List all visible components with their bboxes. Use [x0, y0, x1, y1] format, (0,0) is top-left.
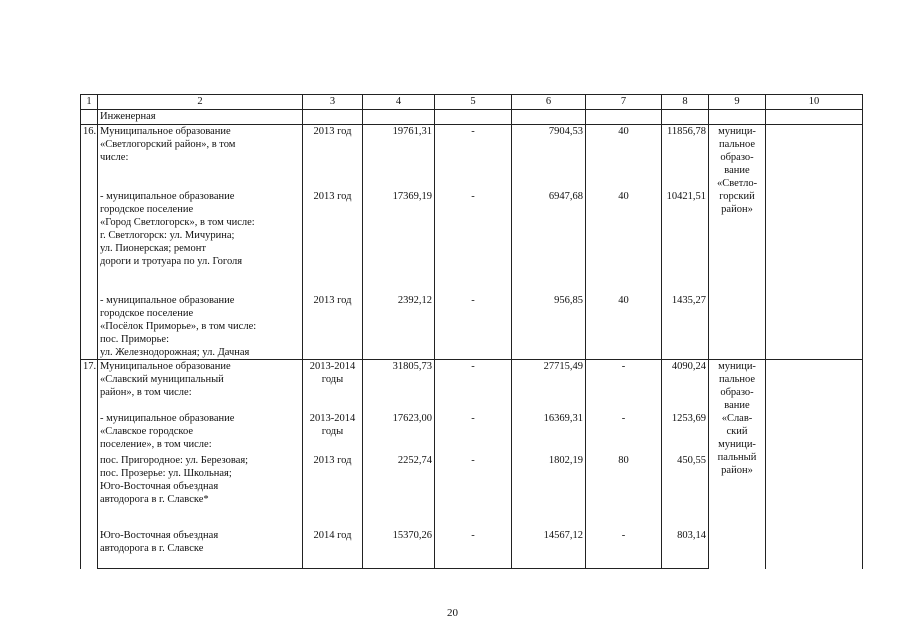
object-name-cell: Муниципальное образование «Славский муниципальный район», в том числе:	[98, 360, 303, 412]
amount-col8-cell: 450,55	[662, 454, 709, 529]
note-cell	[766, 360, 863, 569]
amount-total-cell: 17369,19	[363, 190, 435, 294]
amount-total-cell: 17623,00	[363, 412, 435, 454]
row-number: 16.	[81, 125, 98, 360]
object-name-cell: - муниципальное образование городское поселение «Посёлок Приморье», в том числе: пос. Приморье: ул. Железнодорожная; ул. Дачная	[98, 294, 303, 360]
amount-col6-cell: 14567,12	[512, 529, 586, 569]
amount-col6-cell: 27715,49	[512, 360, 586, 412]
header-cell: 1	[81, 95, 98, 110]
header-cell: 9	[709, 95, 766, 110]
header-cell: 3	[303, 95, 363, 110]
header-cell: 6	[512, 95, 586, 110]
amount-col8-cell: 10421,51	[662, 190, 709, 294]
header-cell: 10	[766, 95, 863, 110]
amount-col5-cell: -	[435, 294, 512, 360]
data-table	[80, 94, 863, 569]
amount-col5-cell: -	[435, 360, 512, 412]
year-cell: 2013 год	[303, 454, 363, 529]
amount-col6-cell: 16369,31	[512, 412, 586, 454]
year-cell: 2013 год	[303, 190, 363, 294]
section-title: Инженерная	[98, 110, 303, 125]
amount-total-cell: 31805,73	[363, 360, 435, 412]
percent-cell: -	[586, 412, 662, 454]
recipient-cell: муници- пальное образо- вание «Светло- горский район»	[709, 125, 766, 360]
amount-total-cell: 19761,31	[363, 125, 435, 190]
recipient-cell: муници- пальное образо- вание «Слав- ский муници- пальный район»	[709, 360, 766, 569]
percent-cell: 40	[586, 190, 662, 294]
percent-cell: -	[586, 529, 662, 569]
amount-total-cell: 15370,26	[363, 529, 435, 569]
year-cell: 2013-2014 годы	[303, 360, 363, 412]
amount-col5-cell: -	[435, 454, 512, 529]
section-row	[81, 110, 863, 125]
amount-col8-cell: 1253,69	[662, 412, 709, 454]
header-row	[81, 95, 863, 110]
percent-cell: -	[586, 360, 662, 412]
header-cell: 7	[586, 95, 662, 110]
year-cell: 2014 год	[303, 529, 363, 569]
amount-col6-cell: 1802,19	[512, 454, 586, 529]
table-row	[81, 360, 863, 412]
note-cell	[766, 125, 863, 360]
object-name-cell: - муниципальное образование городское поселение «Город Светлогорск», в том числе: г. Светлогорск: ул. Мичурина; ул. Пионерская; ремонт дороги и тротуара по ул. Гоголя	[98, 190, 303, 294]
header-cell: 2	[98, 95, 303, 110]
header-cell: 4	[363, 95, 435, 110]
percent-cell: 40	[586, 125, 662, 190]
year-cell: 2013 год	[303, 294, 363, 360]
amount-col8-cell: 11856,78	[662, 125, 709, 190]
percent-cell: 80	[586, 454, 662, 529]
table-row	[81, 125, 863, 190]
year-cell: 2013-2014 годы	[303, 412, 363, 454]
amount-col5-cell: -	[435, 412, 512, 454]
amount-col6-cell: 7904,53	[512, 125, 586, 190]
amount-total-cell: 2252,74	[363, 454, 435, 529]
amount-col5-cell: -	[435, 529, 512, 569]
amount-col6-cell: 6947,68	[512, 190, 586, 294]
amount-col8-cell: 4090,24	[662, 360, 709, 412]
amount-col5-cell: -	[435, 125, 512, 190]
amount-col5-cell: -	[435, 190, 512, 294]
page-number: 20	[447, 607, 458, 619]
row-number: 17.	[81, 360, 98, 569]
object-name-cell: Муниципальное образование «Светлогорский район», в том числе:	[98, 125, 303, 190]
object-name-cell: - муниципальное образование «Славское городское поселение», в том числе:	[98, 412, 303, 454]
percent-cell: 40	[586, 294, 662, 360]
year-cell: 2013 год	[303, 125, 363, 190]
object-name-cell: пос. Пригородное: ул. Березовая; пос. Прозерье: ул. Школьная; Юго-Восточная объездная автодорога в г. Славске*	[98, 454, 303, 529]
amount-col8-cell: 1435,27	[662, 294, 709, 360]
amount-col8-cell: 803,14	[662, 529, 709, 569]
header-cell: 8	[662, 95, 709, 110]
object-name-cell: Юго-Восточная объездная автодорога в г. Славске	[98, 529, 303, 569]
header-cell: 5	[435, 95, 512, 110]
amount-total-cell: 2392,12	[363, 294, 435, 360]
amount-col6-cell: 956,85	[512, 294, 586, 360]
